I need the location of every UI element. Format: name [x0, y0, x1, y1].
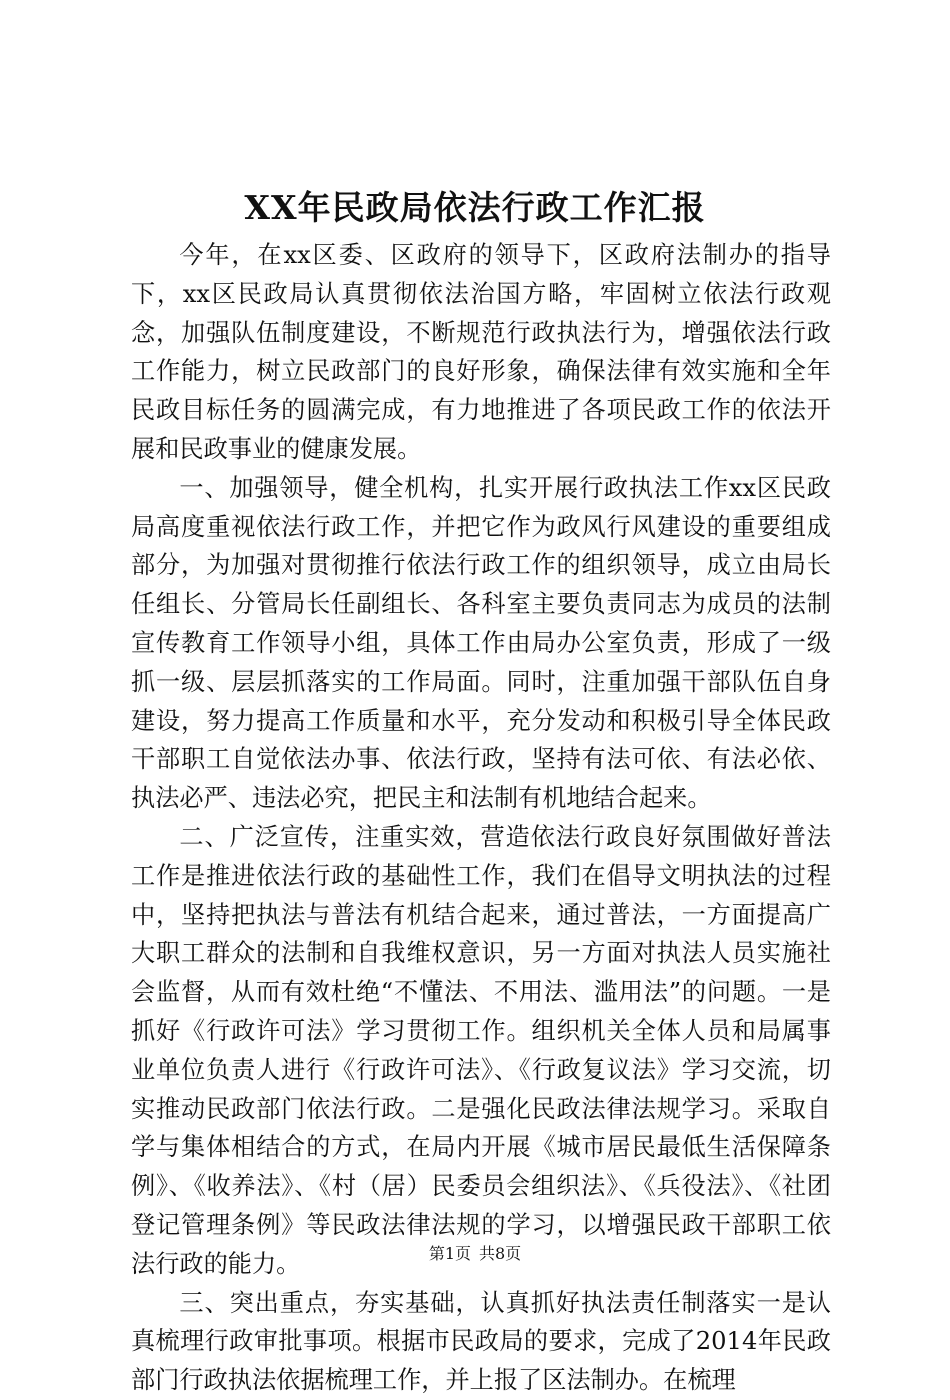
paragraph-section-1: 一、加强领导，健全机构，扎实开展行政执法工作xx区民政局高度重视依法行政工作，并把它作为政风行风建设的重要组成部分，为加强对贯彻推行依法行政工作的组织领导，成立由局长任组长、分管局长任副组长、各科室主要负责同志为成员的法制宣传教育工作领导小组，具体工作由局办公室负责，形成了一级抓一级、层层抓落实的工作局面。同时，注重加强干部队伍自身建设，努力提高工作质量和水平，充分发动和积极引导全体民政干部职工自觉依法办事、依法行政，坚持有法可依、有法必依、执法必严、违法必究，把民主和法制有机地结合起来。 [131, 473, 831, 813]
document-body [131, 236, 831, 1400]
page-number: 第1页 [428, 1244, 471, 1263]
page-total: 共8页 [479, 1244, 522, 1263]
paragraph-section-2: 二、广泛宣传，注重实效，营造依法行政良好氛围做好普法工作是推进依法行政的基础性工作，我们在倡导文明执法的过程中，坚持把执法与普法有机结合起来，通过普法，一方面提高广大职工群众的法制和自我维权意识，另一方面对执法人员实施社会监督，从而有效杜绝“不懂法、不用法、滥用法”的问题。一是抓好《行政许可法》学习贯彻工作。组织机关全体人员和局属事业单位负责人进行《行政许可法》、《行政复议法》学习交流，切实推动民政部门依法行政。二是强化民政法律法规学习。采取自学与集体相结合的方式，在局内开展《城市居民最低生活保障条例》、《收养法》、《村（居）民委员会组织法》、《兵役法》、《社团登记管理条例》等民政法律法规的学习，以增强民政干部职工依法行政的能力。 [131, 822, 831, 1278]
page-footer [0, 1242, 950, 1266]
paragraph-intro: 今年，在xx区委、区政府的领导下，区政府法制办的指导下，xx区民政局认真贯彻依法治国方略，牢固树立依法行政观念，加强队伍制度建设，不断规范行政执法行为，增强依法行政工作能力，树立民政部门的良好形象，确保法律有效实施和全年民政目标任务的圆满完成，有力地推进了各项民政工作的依法开展和民政事业的健康发展。 [131, 241, 831, 463]
paragraph-section-3: 三、突出重点，夯实基础，认真抓好执法责任制落实一是认真梳理行政审批事项。根据市民政局的要求，完成了2014年民政部门行政执法依据梳理工作，并上报了区法制办。在梳理 [131, 1288, 831, 1395]
document-title: XX年民政局依法行政工作汇报 [244, 188, 706, 227]
